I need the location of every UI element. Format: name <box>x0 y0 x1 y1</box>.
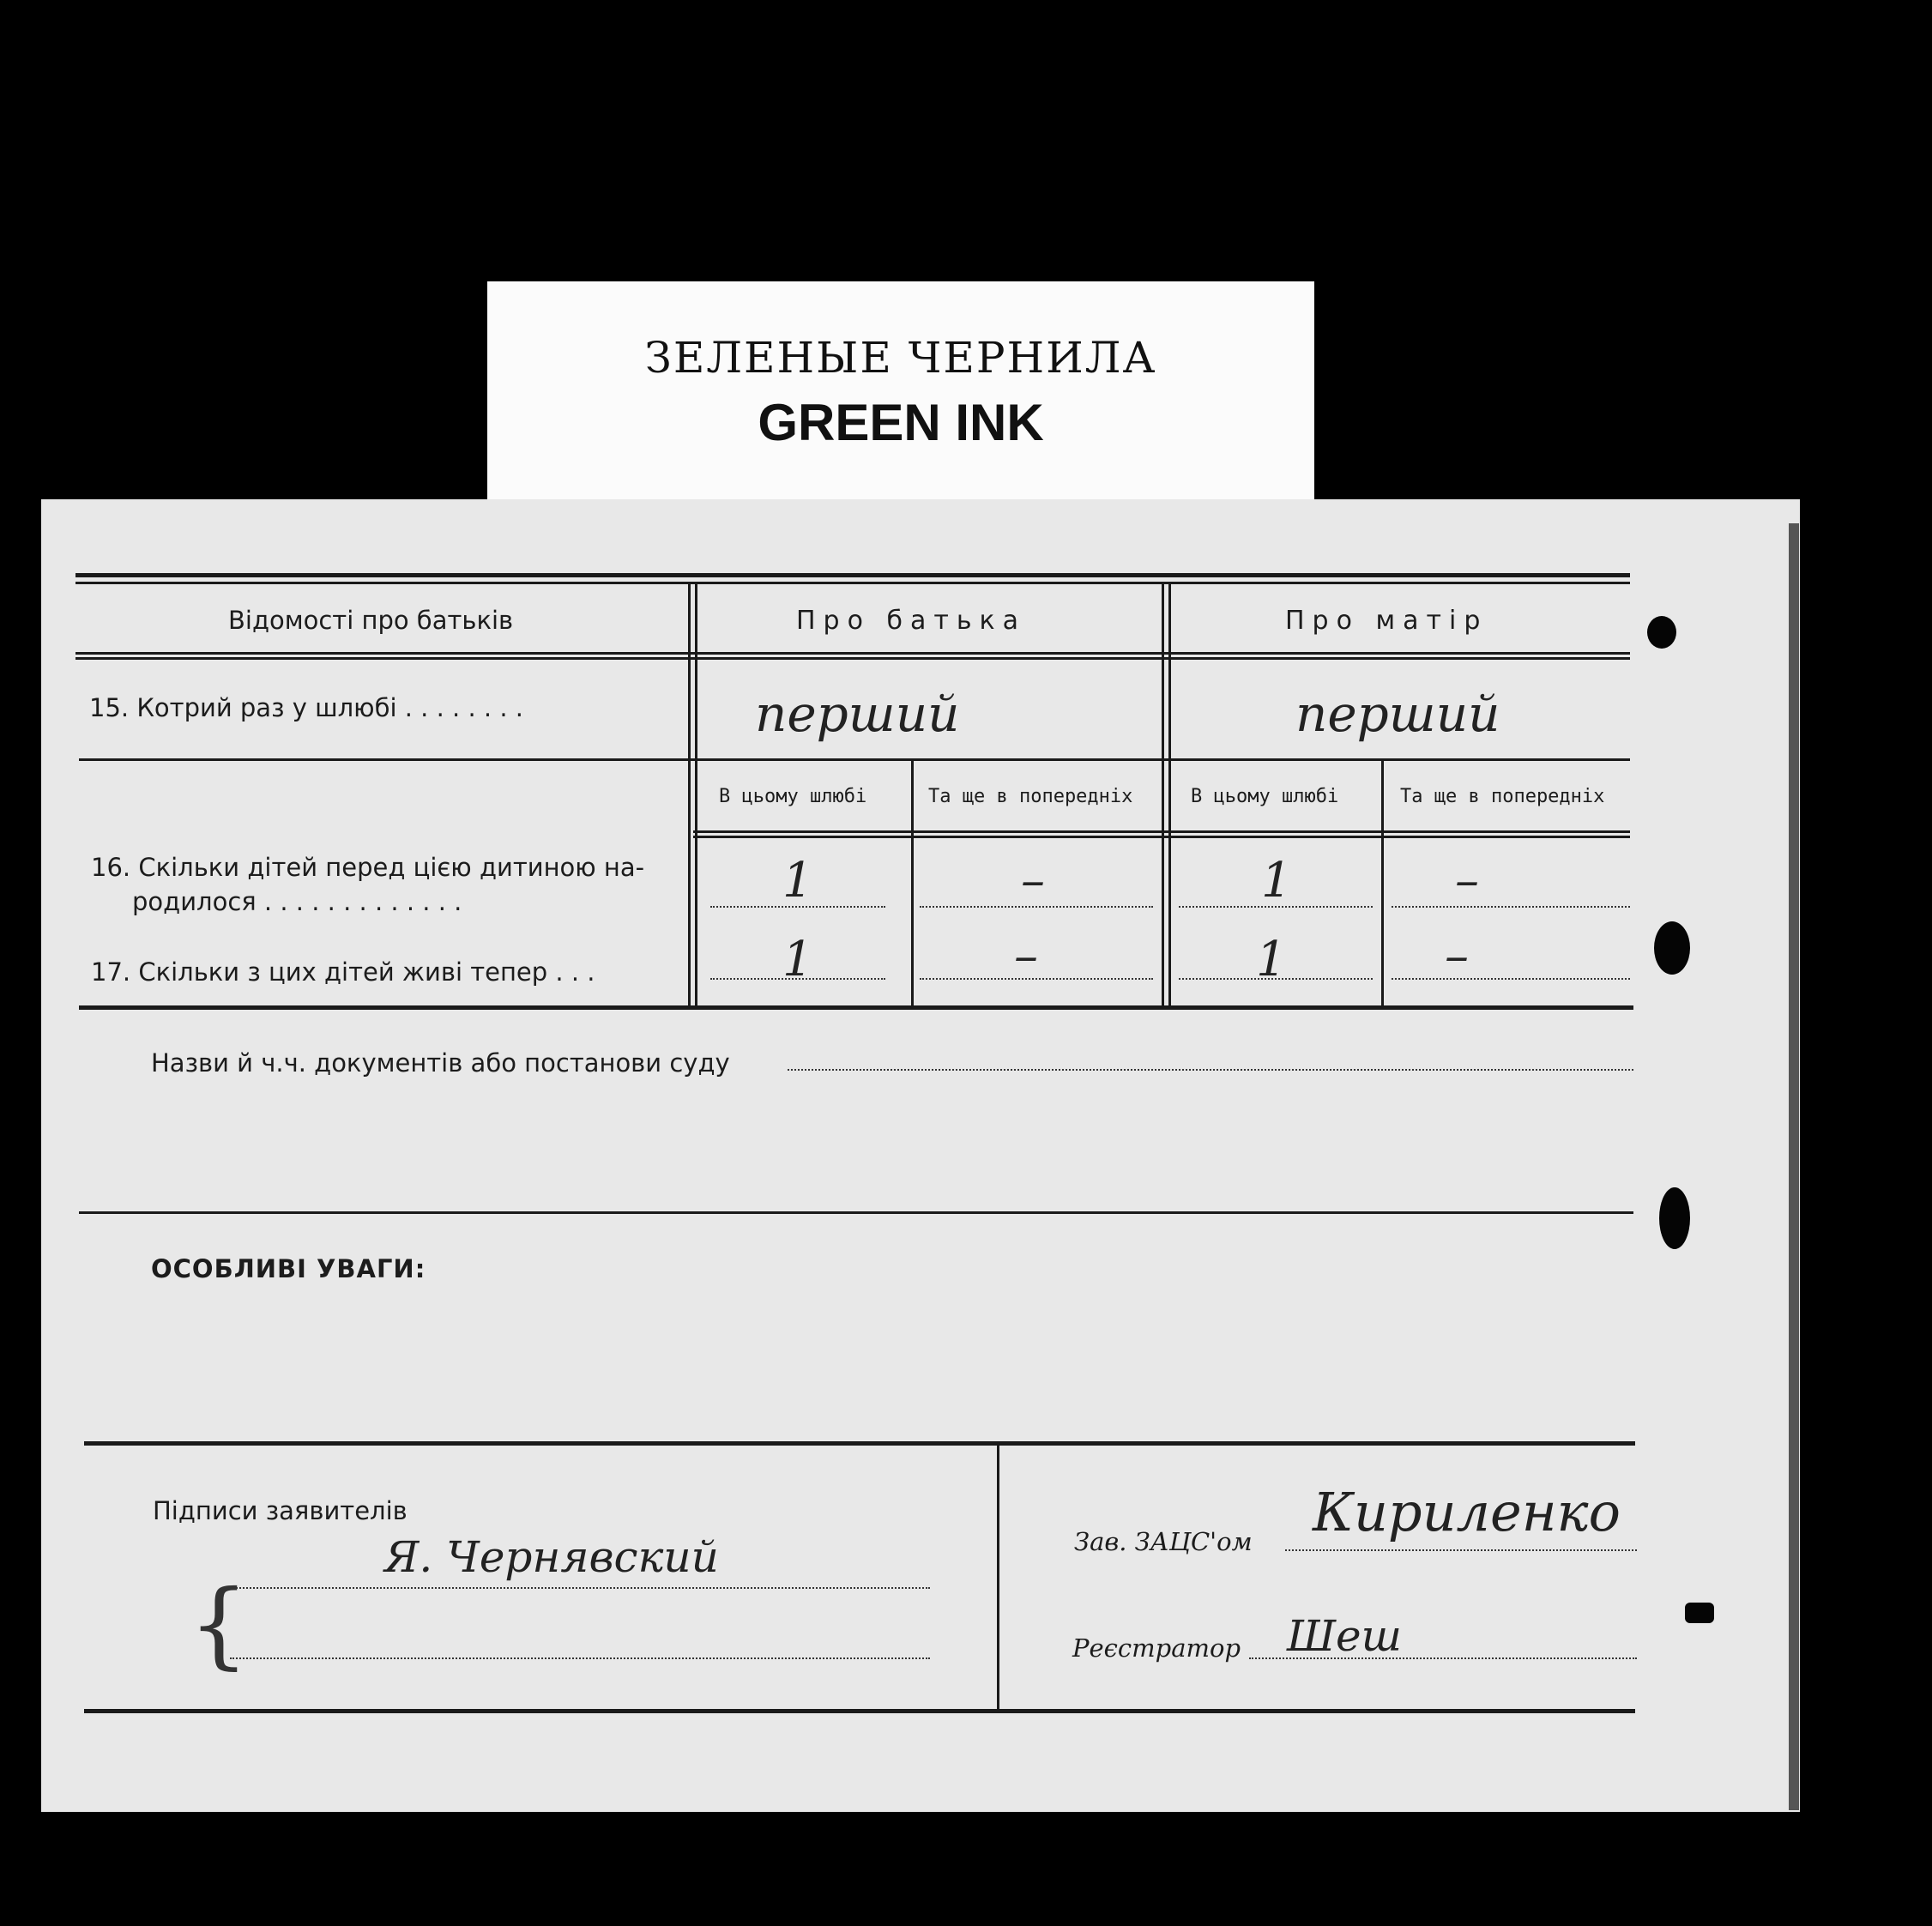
form-bottom-rule <box>84 1709 1635 1713</box>
header-parents-info: Відомості про батьків <box>228 606 514 635</box>
notes-bottom-rule <box>84 1441 1635 1446</box>
punch-hole <box>1647 616 1676 649</box>
table-top-rule <box>75 573 1630 577</box>
row16-mother-prev: – <box>1455 853 1479 909</box>
sheet-edge <box>1789 523 1799 1810</box>
punch-hole <box>1659 1187 1690 1249</box>
registrar-label: Реєстратор <box>1072 1633 1241 1663</box>
col-sep-2 <box>1162 583 1164 1007</box>
punch-hole <box>1654 921 1690 975</box>
head-signature-dotline <box>1285 1549 1637 1551</box>
header-bottom-rule-inner <box>75 657 1630 660</box>
ink-color-label <box>487 281 1314 506</box>
subheader-father-this-marriage: В цьому шлюбі <box>719 786 867 807</box>
header-about-father: Про батька <box>796 606 1027 636</box>
col-sep-sub-1 <box>911 760 914 1007</box>
table-top-rule-inner <box>75 582 1630 584</box>
signature-divider <box>997 1445 999 1711</box>
ink-label-russian: ЗЕЛЕНЫЕ ЧЕРНИЛА <box>644 333 1157 383</box>
applicant-dotline-2 <box>230 1657 930 1659</box>
row17-dotline-4 <box>1392 978 1630 980</box>
row16-father-prev: – <box>1021 853 1045 909</box>
applicants-brace: { <box>189 1569 249 1679</box>
col-sep-2-inner <box>1168 583 1171 1007</box>
ink-label-english: GREEN INK <box>758 394 1044 451</box>
head-signature: Кириленко <box>1313 1481 1621 1543</box>
table-bottom-rule <box>79 1005 1633 1010</box>
documents-dotline <box>788 1069 1633 1071</box>
applicant-dotline-1 <box>230 1587 930 1589</box>
head-zags-label: Зав. ЗАЦС'ом <box>1074 1527 1253 1556</box>
special-notes-label: ОСОБЛИВІ УВАГИ: <box>151 1254 426 1283</box>
subheader-mother-previous: Та ще в попередніх <box>1400 786 1605 807</box>
documents-label: Назви й ч.ч. документів або постанови суду <box>151 1048 730 1078</box>
row15-mother-value: перший <box>1295 685 1500 743</box>
header-bottom-rule <box>75 652 1630 655</box>
row17-father-this: 1 <box>782 932 813 987</box>
col-sep-1 <box>688 583 691 1007</box>
applicants-signatures-label: Підписи заявителів <box>153 1496 408 1525</box>
col-sep-sub-2 <box>1381 760 1384 1007</box>
row15-father-value: перший <box>755 685 960 743</box>
row15-bottom-rule <box>79 758 1630 761</box>
registrar-signature: Шеш <box>1287 1611 1403 1661</box>
row17-mother-this: 1 <box>1256 932 1287 987</box>
row17-mother-prev: – <box>1445 928 1469 984</box>
subheader-mother-this-marriage: В цьому шлюбі <box>1191 786 1339 807</box>
row17-label: 17. Скільки з цих дітей живі тепер . . . <box>91 957 595 987</box>
applicant-signature: Я. Чернявский <box>384 1532 719 1582</box>
subheader-father-previous: Та ще в попередніх <box>928 786 1133 807</box>
row17-father-prev: – <box>1014 928 1038 984</box>
row15-label: 15. Котрий раз у шлюбі . . . . . . . . <box>89 693 523 722</box>
col-sep-1-inner <box>695 583 697 1007</box>
row16-father-this: 1 <box>782 853 813 909</box>
documents-bottom-rule <box>79 1211 1633 1214</box>
header-about-mother: Про матір <box>1285 606 1488 636</box>
row16-mother-this: 1 <box>1261 853 1292 909</box>
row16-label-line1: 16. Скільки дітей перед цією дитиною на- <box>91 853 645 882</box>
row16-dotline-4 <box>1392 906 1630 908</box>
row16-label-line2: родилося . . . . . . . . . . . . . <box>132 887 462 916</box>
punch-hole <box>1685 1603 1714 1623</box>
